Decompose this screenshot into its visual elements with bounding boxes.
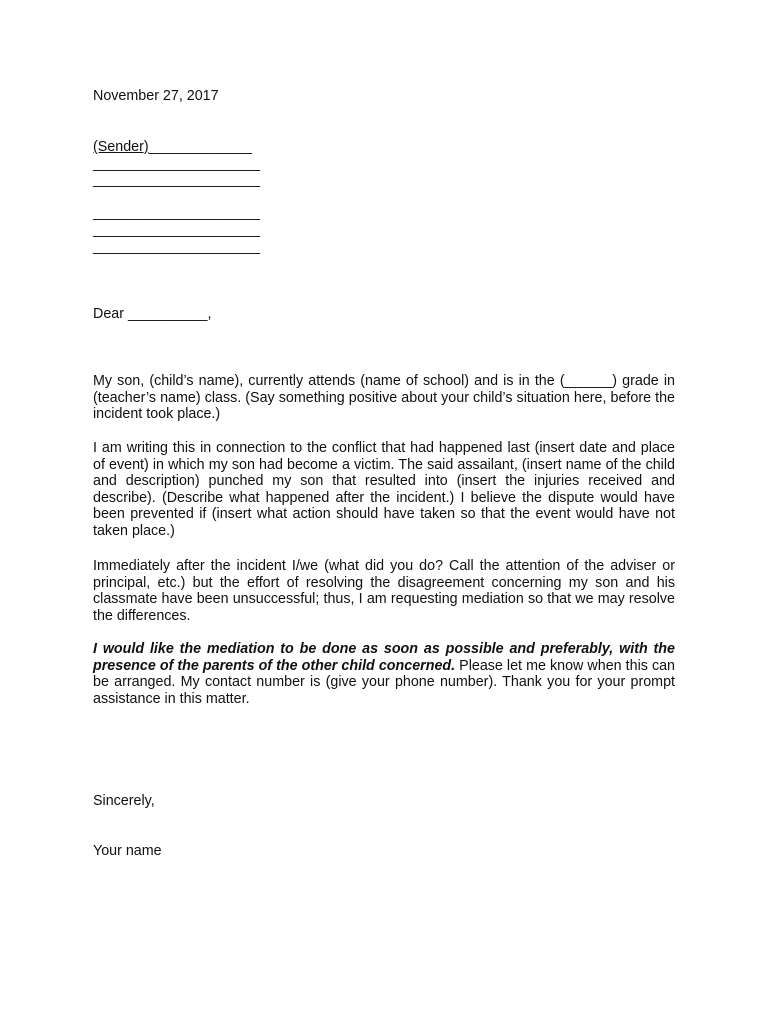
sender-address-line: _____________________ <box>93 172 260 189</box>
sender-block <box>93 139 675 255</box>
sender-label: (Sender) <box>93 139 149 155</box>
sender-address-line: _____________________ <box>93 155 260 172</box>
body-paragraph-intro: My son, (child’s name), currently attends (name of school) and is in the (______) grade in (teacher’s name) class. (Say something positive about your child’s situation here, before the incident took place.) <box>93 373 675 423</box>
signature-name: Your name <box>93 843 162 859</box>
body-paragraph-incident: I am writing this in connection to the conflict that had happened last (insert date and place of event) in which my son had become a victim. The said assailant, (insert name of the child and description) punched my son that resulted into (insert the injuries received and describe). (Describe what happened after the incident.) I believe the dispute would have been prevented if (insert what action should have taken so that the event would have not taken place.) <box>93 440 675 539</box>
body-paragraph-closing-request <box>93 641 675 707</box>
recipient-address-line: _____________________ <box>93 205 260 222</box>
letter-date: November 27, 2017 <box>93 88 219 104</box>
recipient-address-line: _____________________ <box>93 221 260 238</box>
body-paragraph-request: Immediately after the incident I/we (what did you do? Call the attention of the adviser or principal, etc.) but the effort of resolving the disagreement concerning my son and his classmate have been unsuccessful; thus, I am requesting mediation so that we may resolve the differences. <box>93 558 675 624</box>
sender-label-line <box>93 139 675 156</box>
contact-request: Please let me know when this can be arranged. My contact number is (give your phone number). Thank you for your prompt assistance in this matter. <box>93 657 675 707</box>
emphasized-request: I would like the mediation to be done as soon as possible and preferably, with the presence of the parents of the other child concerned. <box>93 641 675 674</box>
sender-spacer <box>93 189 675 206</box>
complimentary-close: Sincerely, <box>93 793 155 809</box>
recipient-address-line: _____________________ <box>93 238 260 255</box>
sender-label-blank: _____________ <box>148 139 252 155</box>
salutation: Dear __________, <box>93 306 212 322</box>
